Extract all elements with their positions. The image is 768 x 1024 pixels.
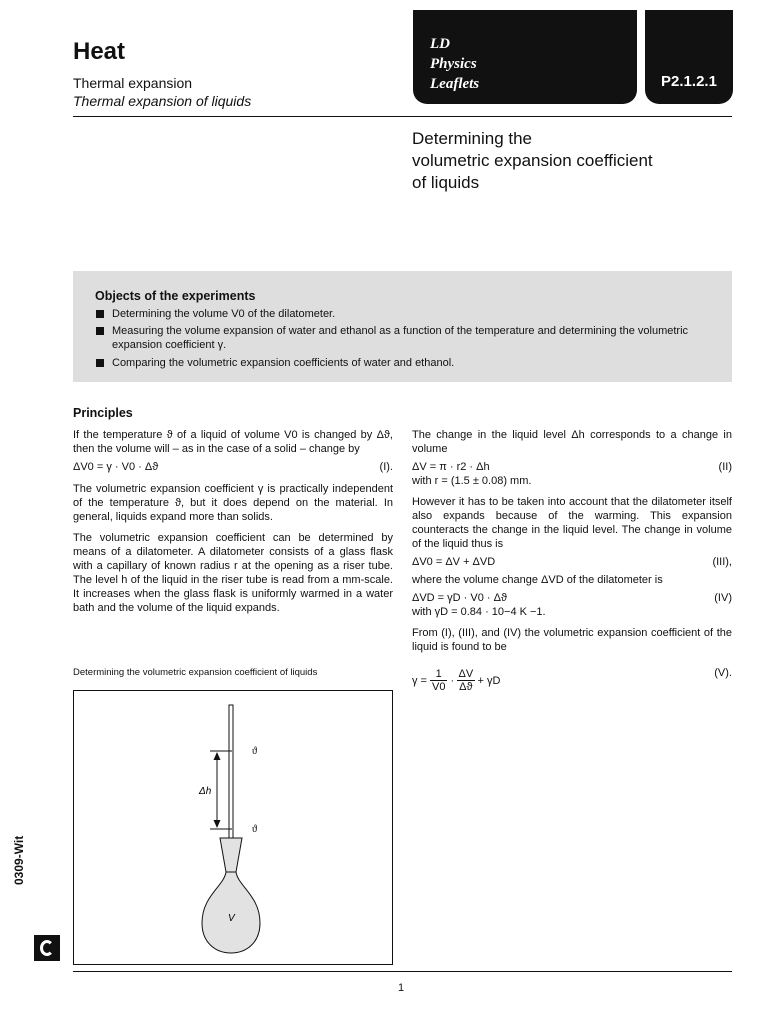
riser-tube [229,705,233,841]
fraction-denominator: V0 [431,681,446,693]
paragraph: The volumetric expansion coefficient γ is practically independent of the temperature ϑ, but it does depend on the material. In general, liquids expand more than solids. [73,483,393,523]
paragraph: From (I), (III), and (IV) the volumetric expansion coefficient of the liquid is found to be [412,627,732,653]
equation-3 [412,555,732,569]
equation-5 [412,660,732,693]
document-topic: Thermal expansion [73,75,193,91]
document-title: Heat [73,38,126,65]
side-code: 0309-Wit [12,835,26,885]
equation-number: (II) [718,461,732,473]
arrow-head-up [214,752,221,760]
leaflet-code: P2.1.2.1 [661,73,717,90]
equation-number: (I). [379,461,393,473]
label-delta-h: Δh [199,786,212,797]
experiment-title [412,128,653,194]
header-rule [73,116,732,117]
page-number: 1 [398,982,405,994]
equation-1 [73,460,393,474]
series-tab [413,10,637,104]
series-line-ld: LD [430,36,450,52]
equation-note: with γD = 0.84 · 10−4 K −1. [412,606,546,618]
label-volume: V [228,913,235,924]
experiment-title-line: Determining the [412,129,533,148]
fraction-numerator: 1 [435,668,442,680]
paragraph: However it has to be taken into account that the dilatometer itself also expands because of the warming. This expansion counteracts the change in the liquid level. The change in volume of the liquid thus is [412,496,732,550]
equation-note: with r = (1.5 ± 0.08) mm. [412,475,532,487]
paragraph: The change in the liquid level Δh corresponds to a change in volume [412,429,732,455]
principles-left-column [73,428,393,615]
label-theta-top: ϑ [252,746,257,757]
footer-rule [73,971,732,972]
equation-text: γ = [412,674,427,687]
principles-heading: Principles [73,406,133,420]
fraction-denominator: Δϑ [459,681,473,693]
experiment-title-line: of liquids [412,173,480,192]
equation-text: + γD [477,674,501,687]
figure-frame [73,690,393,965]
document-subtopic: Thermal expansion of liquids [73,93,252,109]
paragraph: The volumetric expansion coefficient can be determined by means of a dilatometer. A dilatometer consists of a glass flask with a capillary of known radius r at the opening as a riser tube. The level h of the liquid in the riser tube is read from a mm-scale. It increases when the glass flask is uniformly warmed in a water bath and the volume of the liquid expands. [73,532,393,614]
code-tab [645,10,733,104]
dilatometer-diagram [74,691,392,964]
paragraph: If the temperature ϑ of a liquid of volume V0 is changed by Δϑ, then the volume will – as in the case of a solid – change by [73,429,393,455]
series-line-leaflets: Leaflets [430,76,480,92]
series-line-physics: Physics [430,56,477,72]
principles-right-column [412,428,732,693]
equation-number: (III), [712,556,732,568]
paragraph: where the volume change ΔVD of the dilatometer is [412,574,663,586]
publisher-logo-icon [34,935,60,961]
experiment-title-line: volumetric expansion coefficient [412,151,653,170]
arrow-head-down [214,820,221,828]
equation-2 [412,460,732,474]
label-theta-bottom: ϑ [252,824,257,835]
equation-text: ΔV0 = ΔV + ΔVD [412,556,496,568]
equation-text: ΔV = π · r2 · Δh [412,461,490,473]
multiply-dot: · [450,674,455,687]
equation-number: (IV) [714,592,732,604]
equation-text: ΔV0 = γ · V0 · Δϑ [73,461,159,473]
figure-caption: Determining the volumetric expansion coefficient of liquids [73,667,318,678]
objects-box [73,271,732,382]
objects-heading: Objects of the experiments [95,289,256,303]
objective-item: Determining the volume V0 of the dilatometer. [95,307,723,321]
equation-text: ΔVD = γD · V0 · Δϑ [412,592,507,604]
equation-number: (V). [714,667,732,679]
objective-item: Measuring the volume expansion of water and ethanol as a function of the temperature and determining the volumetric expansion coefficient γ. [95,324,723,352]
flask-neck [220,838,242,872]
objective-item: Comparing the volumetric expansion coefficients of water and ethanol. [95,356,723,370]
fraction-numerator: ΔV [458,668,474,680]
equation-4 [412,591,732,605]
